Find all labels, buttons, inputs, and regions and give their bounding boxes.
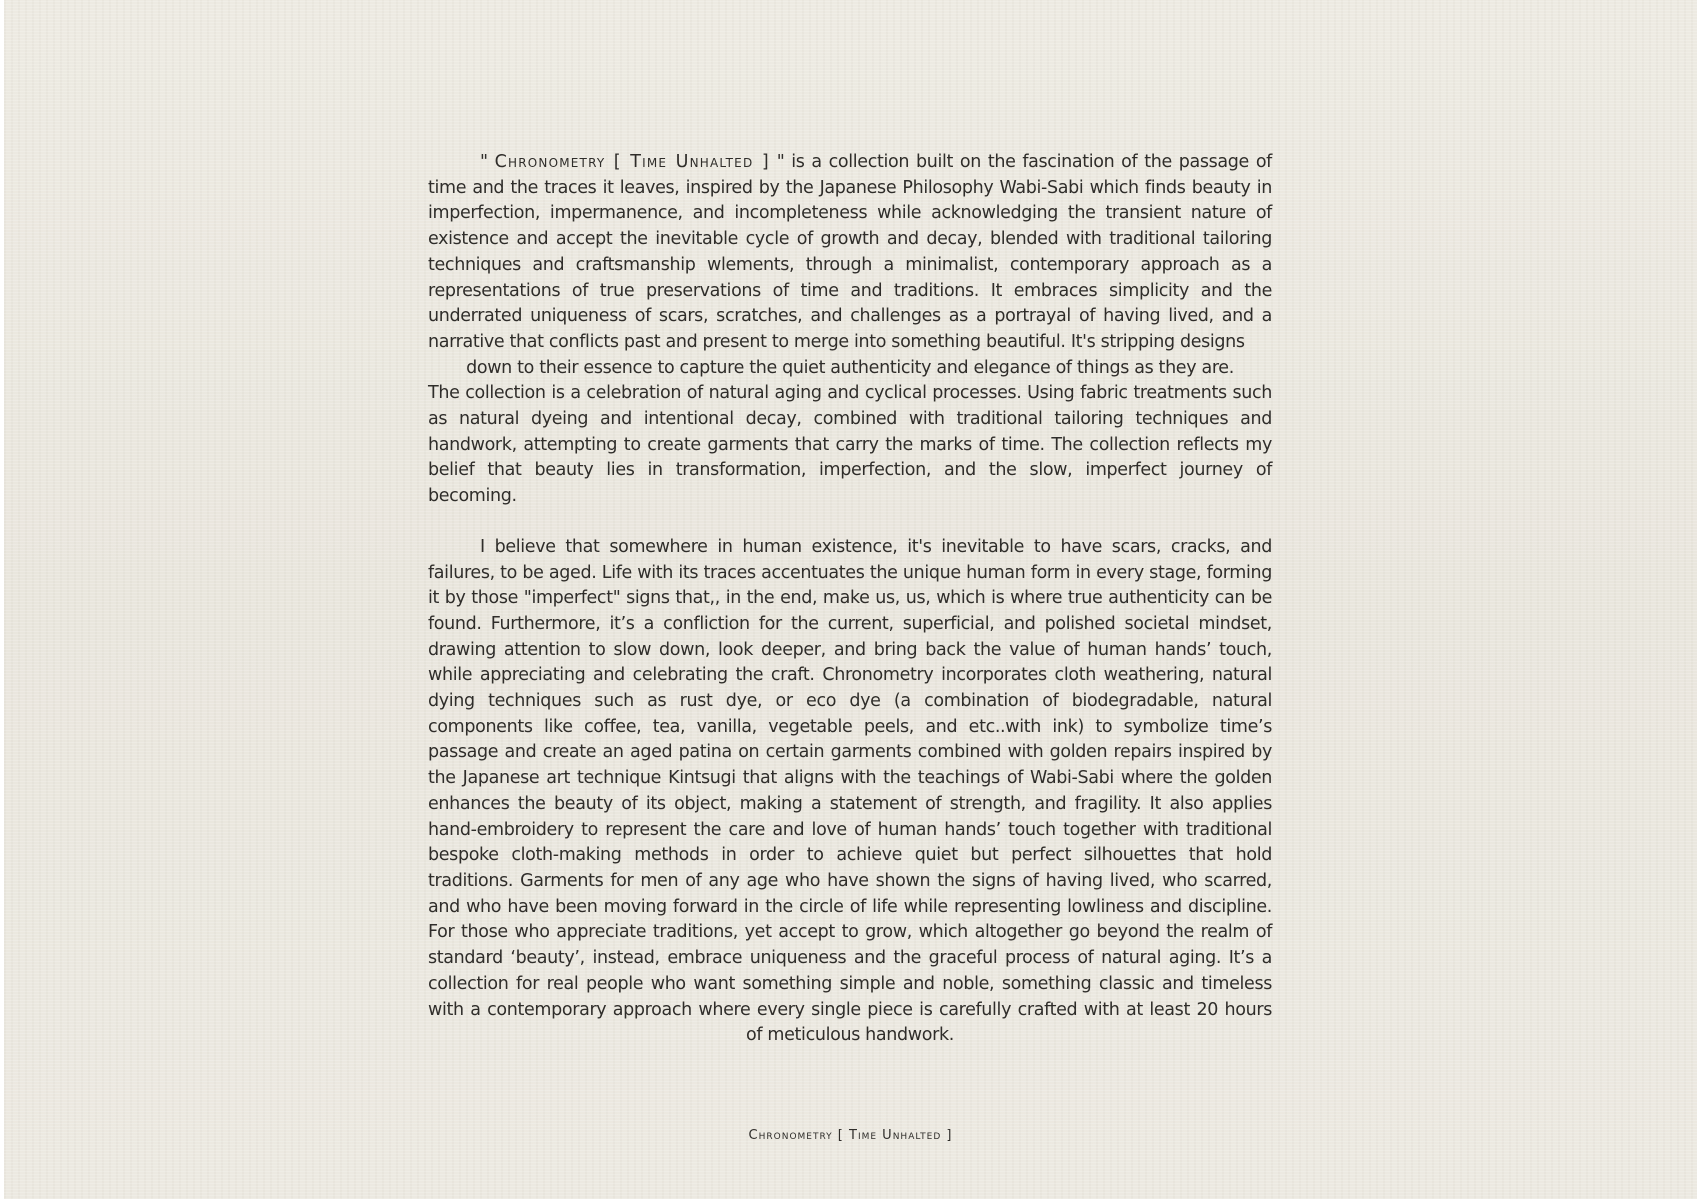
quote-open: " [480, 152, 495, 172]
page-footer: Chronometry [ Time Unhalted ] [748, 1128, 953, 1143]
paragraph-gap [428, 510, 1272, 535]
intro-paragraph [428, 150, 1272, 356]
celebration-paragraph: The collection is a celebration of natural aging and cyclical processes. Using fabric treatments such as natural dyeing and intentional decay, combined with traditional tailoring techniques and handwork, attempting to create garments that carry the marks of time. The collection reflects my belief that beauty lies in transformation, imperfection, and the slow, imperfect journey of becoming. [428, 383, 1272, 507]
body-text [428, 150, 1272, 1049]
document-page [4, 0, 1697, 1199]
intro-body: is a collection built on the fascination of the passage of time and the traces it leaves, inspired by the Japanese Philosophy Wabi-Sabi which finds beauty in imperfection, impermanence, and incompleteness while acknowledging the transient nature of existence and accept the inevitable cycle of growth and decay, blended with traditional tailoring techniques and craftsmanship wlements, through a minimalist, contemporary approach as a representations of true preservations of time and traditions. It embraces simplicity and the underrated uniqueness of scars, scratches, and challenges as a portrayal of having lived, and a narrative that conflicts past and present to merge into something beautiful. It's stripping designs [428, 152, 1272, 352]
belief-paragraph: I believe that somewhere in human existence, it's inevitable to have scars, cracks, and failures, to be aged. Life with its traces accentuates the unique human form in every stage, forming it by those "imperfect" signs that,, in the end, make us, us, which is where true authenticity can be found. Furthermore, it’s a confliction for the current, superficial, and polished societal mindset, drawing attention to slow down, look deeper, and bring back the value of human hands’ touch, while appreciating and celebrating the craft. Chronometry incorporates cloth weathering, natural dying techniques such as rust dye, or eco dye (a combination of biodegradable, natural components like coffee, tea, vanilla, vegetable peels, and etc..with ink) to symbolize time’s passage and create an aged patina on certain garments combined with golden repairs inspired by the Japanese art technique Kintsugi that aligns with the teachings of Wabi-Sabi where the golden enhances the beauty of its object, making a statement of strength, and fragility. It also applies hand-embroidery to represent the care and love of human hands’ touch together with traditional bespoke cloth-making methods in order to achieve quiet but perfect silhouettes that hold traditions. Garments for men of any age who have shown the signs of having lived, who scarred, and who have been moving forward in the circle of life while representing lowliness and discipline. For those who appreciate traditions, yet accept to grow, which altogether go beyond the realm of standard ‘beauty’, instead, embrace uniqueness and the graceful process of natural aging. It’s a collection for real people who want something simple and noble, something classic and timeless with a contemporary approach where every single piece is carefully crafted with at least 20 hours of meticulous handwork. [428, 536, 1272, 1046]
intro-closing-line: down to their essence to capture the quiet authenticity and elegance of things as they are. [466, 357, 1234, 378]
quote-close: " [769, 152, 792, 172]
collection-title: Chronometry [ Time Unhalted ] [494, 152, 770, 172]
